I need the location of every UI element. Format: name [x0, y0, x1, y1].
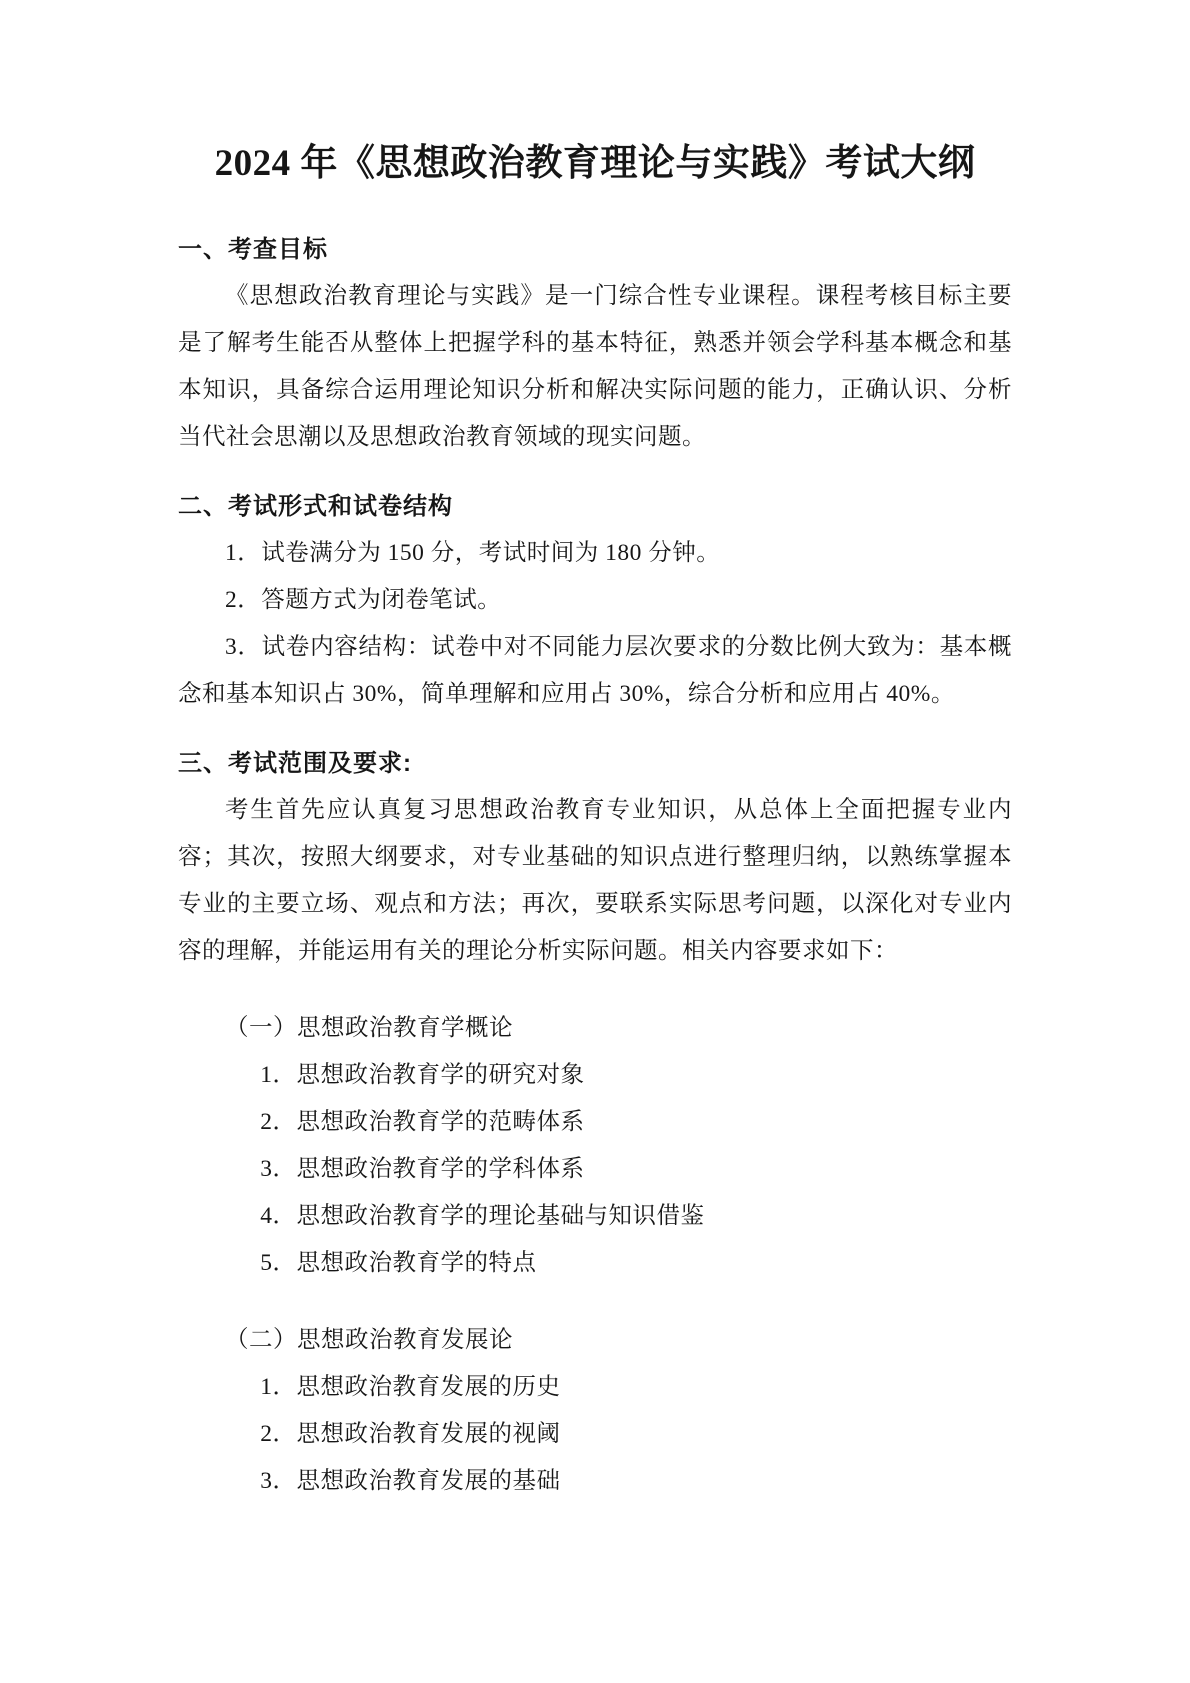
- subsection-1-item-5: 5．思想政治教育学的特点: [260, 1250, 537, 1276]
- section-2-item-3: 3．试卷内容结构：试卷中对不同能力层次要求的分数比例大致为：基本概念和基本知识占 30%，简单理解和应用占 30%，综合分析和应用占 40%。: [178, 634, 1012, 707]
- subsection-1-item-2: 2．思想政治教育学的范畴体系: [260, 1109, 585, 1135]
- subsection-1-item-1: 1．思想政治教育学的研究对象: [260, 1062, 585, 1088]
- subsection-2-item-3: 3．思想政治教育发展的基础: [260, 1468, 561, 1494]
- section-1-paragraph: 《思想政治教育理论与实践》是一门综合性专业课程。课程考核目标主要是了解考生能否从整体上把握学科的基本特征，熟悉并领会学科基本概念和基本知识，具备综合运用理论知识分析和解决实际问题的能力，正确认识、分析当代社会思潮以及思想政治教育领域的现实问题。: [178, 283, 1012, 450]
- page-title: 2024 年《思想政治教育理论与实践》考试大纲: [214, 143, 976, 184]
- section-heading-2: 二、考试形式和试卷结构: [178, 493, 453, 520]
- section-3-paragraph: 考生首先应认真复习思想政治教育专业知识，从总体上全面把握专业内容；其次，按照大纲要求，对专业基础的知识点进行整理归纳，以熟练掌握本专业的主要立场、观点和方法；再次，要联系实际思考问题，以深化对专业内容的理解，并能运用有关的理论分析实际问题。相关内容要求如下：: [178, 797, 1012, 964]
- section-2-item-2: 2．答题方式为闭卷笔试。: [225, 587, 502, 613]
- subsection-1-item-3: 3．思想政治教育学的学科体系: [260, 1156, 585, 1182]
- subsection-label-2: （二）思想政治教育发展论: [225, 1327, 513, 1353]
- subsection-2-item-1: 1．思想政治教育发展的历史: [260, 1374, 561, 1400]
- section-heading-3: 三、考试范围及要求:: [178, 750, 412, 777]
- subsection-label-1: （一）思想政治教育学概论: [225, 1015, 513, 1041]
- subsection-2-item-2: 2．思想政治教育发展的视阈: [260, 1421, 561, 1447]
- section-2-item-1: 1．试卷满分为 150 分，考试时间为 180 分钟。: [225, 540, 721, 566]
- section-heading-1: 一、考查目标: [178, 236, 328, 263]
- subsection-1-item-4: 4．思想政治教育学的理论基础与知识借鉴: [260, 1203, 705, 1229]
